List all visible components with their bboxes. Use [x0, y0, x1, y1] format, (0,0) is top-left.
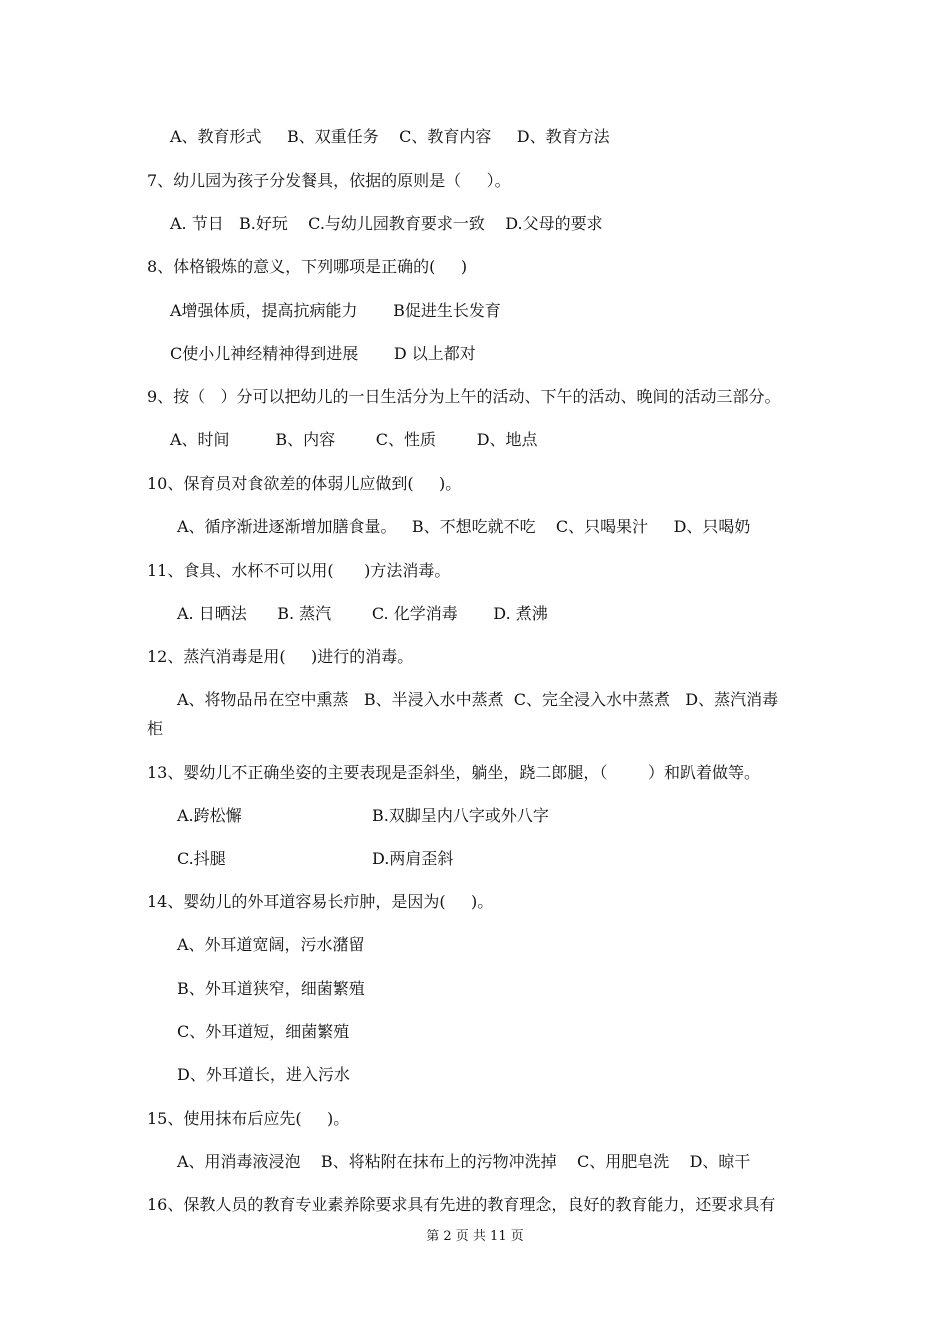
q7-options: A. 节日 B.好玩 C.与幼儿园教育要求一致 D.父母的要求 [170, 214, 603, 233]
question-13: 13、婴幼儿不正确坐姿的主要表现是歪斜坐，躺坐，跷二郎腿，（ ）和趴着做等。 [147, 763, 761, 782]
q8-options-ab: A增强体质，提高抗病能力 B促进生长发育 [170, 301, 501, 320]
q13-option-d: D.两肩歪斜 [372, 849, 454, 868]
q12-options-continued: 柜 [147, 719, 164, 738]
question-7: 7、幼儿园为孩子分发餐具，依据的原则是（ ）。 [147, 171, 511, 190]
q14-option-d: D、外耳道长，进入污水 [177, 1065, 350, 1084]
q14-option-a: A、外耳道宽阔，污水潴留 [177, 935, 365, 954]
question-14: 14、婴幼儿的外耳道容易长疖肿，是因为( )。 [147, 892, 494, 911]
question-15: 15、使用抹布后应先( )。 [147, 1109, 350, 1128]
question-8: 8、体格锻炼的意义，下列哪项是正确的( ) [147, 257, 468, 276]
q9-options: A、时间 B、内容 C、性质 D、地点 [170, 430, 538, 449]
q13-option-b: B.双脚呈内八字或外八字 [372, 806, 549, 825]
q15-options: A、用消毒液浸泡 B、将粘附在抹布上的污物冲洗掉 C、用肥皂洗 D、晾干 [177, 1152, 751, 1171]
page-footer: 第 2 页 共 11 页 [426, 1229, 524, 1244]
q11-options: A. 日晒法 B. 蒸汽 C. 化学消毒 D. 煮沸 [177, 604, 548, 623]
q14-option-b: B、外耳道狭窄，细菌繁殖 [177, 979, 365, 998]
question-12: 12、蒸汽消毒是用( )进行的消毒。 [147, 647, 414, 666]
question-9: 9、按（ ）分可以把幼儿的一日生活分为上午的活动、下午的活动、晚间的活动三部分。 [147, 387, 781, 406]
q8-options-cd: C使小儿神经精神得到进展 D 以上都对 [170, 344, 476, 363]
question-11: 11、食具、水杯不可以用( )方法消毒。 [147, 561, 451, 580]
q13-option-a: A.跨松懈 [177, 806, 242, 825]
question-16: 16、保教人员的教育专业素养除要求具有先进的教育理念，良好的教育能力，还要求具有 [147, 1195, 776, 1214]
question-10: 10、保育员对食欲差的体弱儿应做到( )。 [147, 474, 462, 493]
q12-options: A、将物品吊在空中熏蒸 B、半浸入水中蒸煮 C、完全浸入水中蒸煮 D、蒸汽消毒 [177, 690, 779, 709]
q6-options: A、教育形式 B、双重任务 C、教育内容 D、教育方法 [170, 127, 610, 146]
q13-option-c: C.抖腿 [177, 849, 226, 868]
q14-option-c: C、外耳道短，细菌繁殖 [177, 1022, 350, 1041]
q10-options: A、循序渐进逐渐增加膳食量。 B、不想吃就不吃 C、只喝果汁 D、只喝奶 [177, 517, 751, 536]
